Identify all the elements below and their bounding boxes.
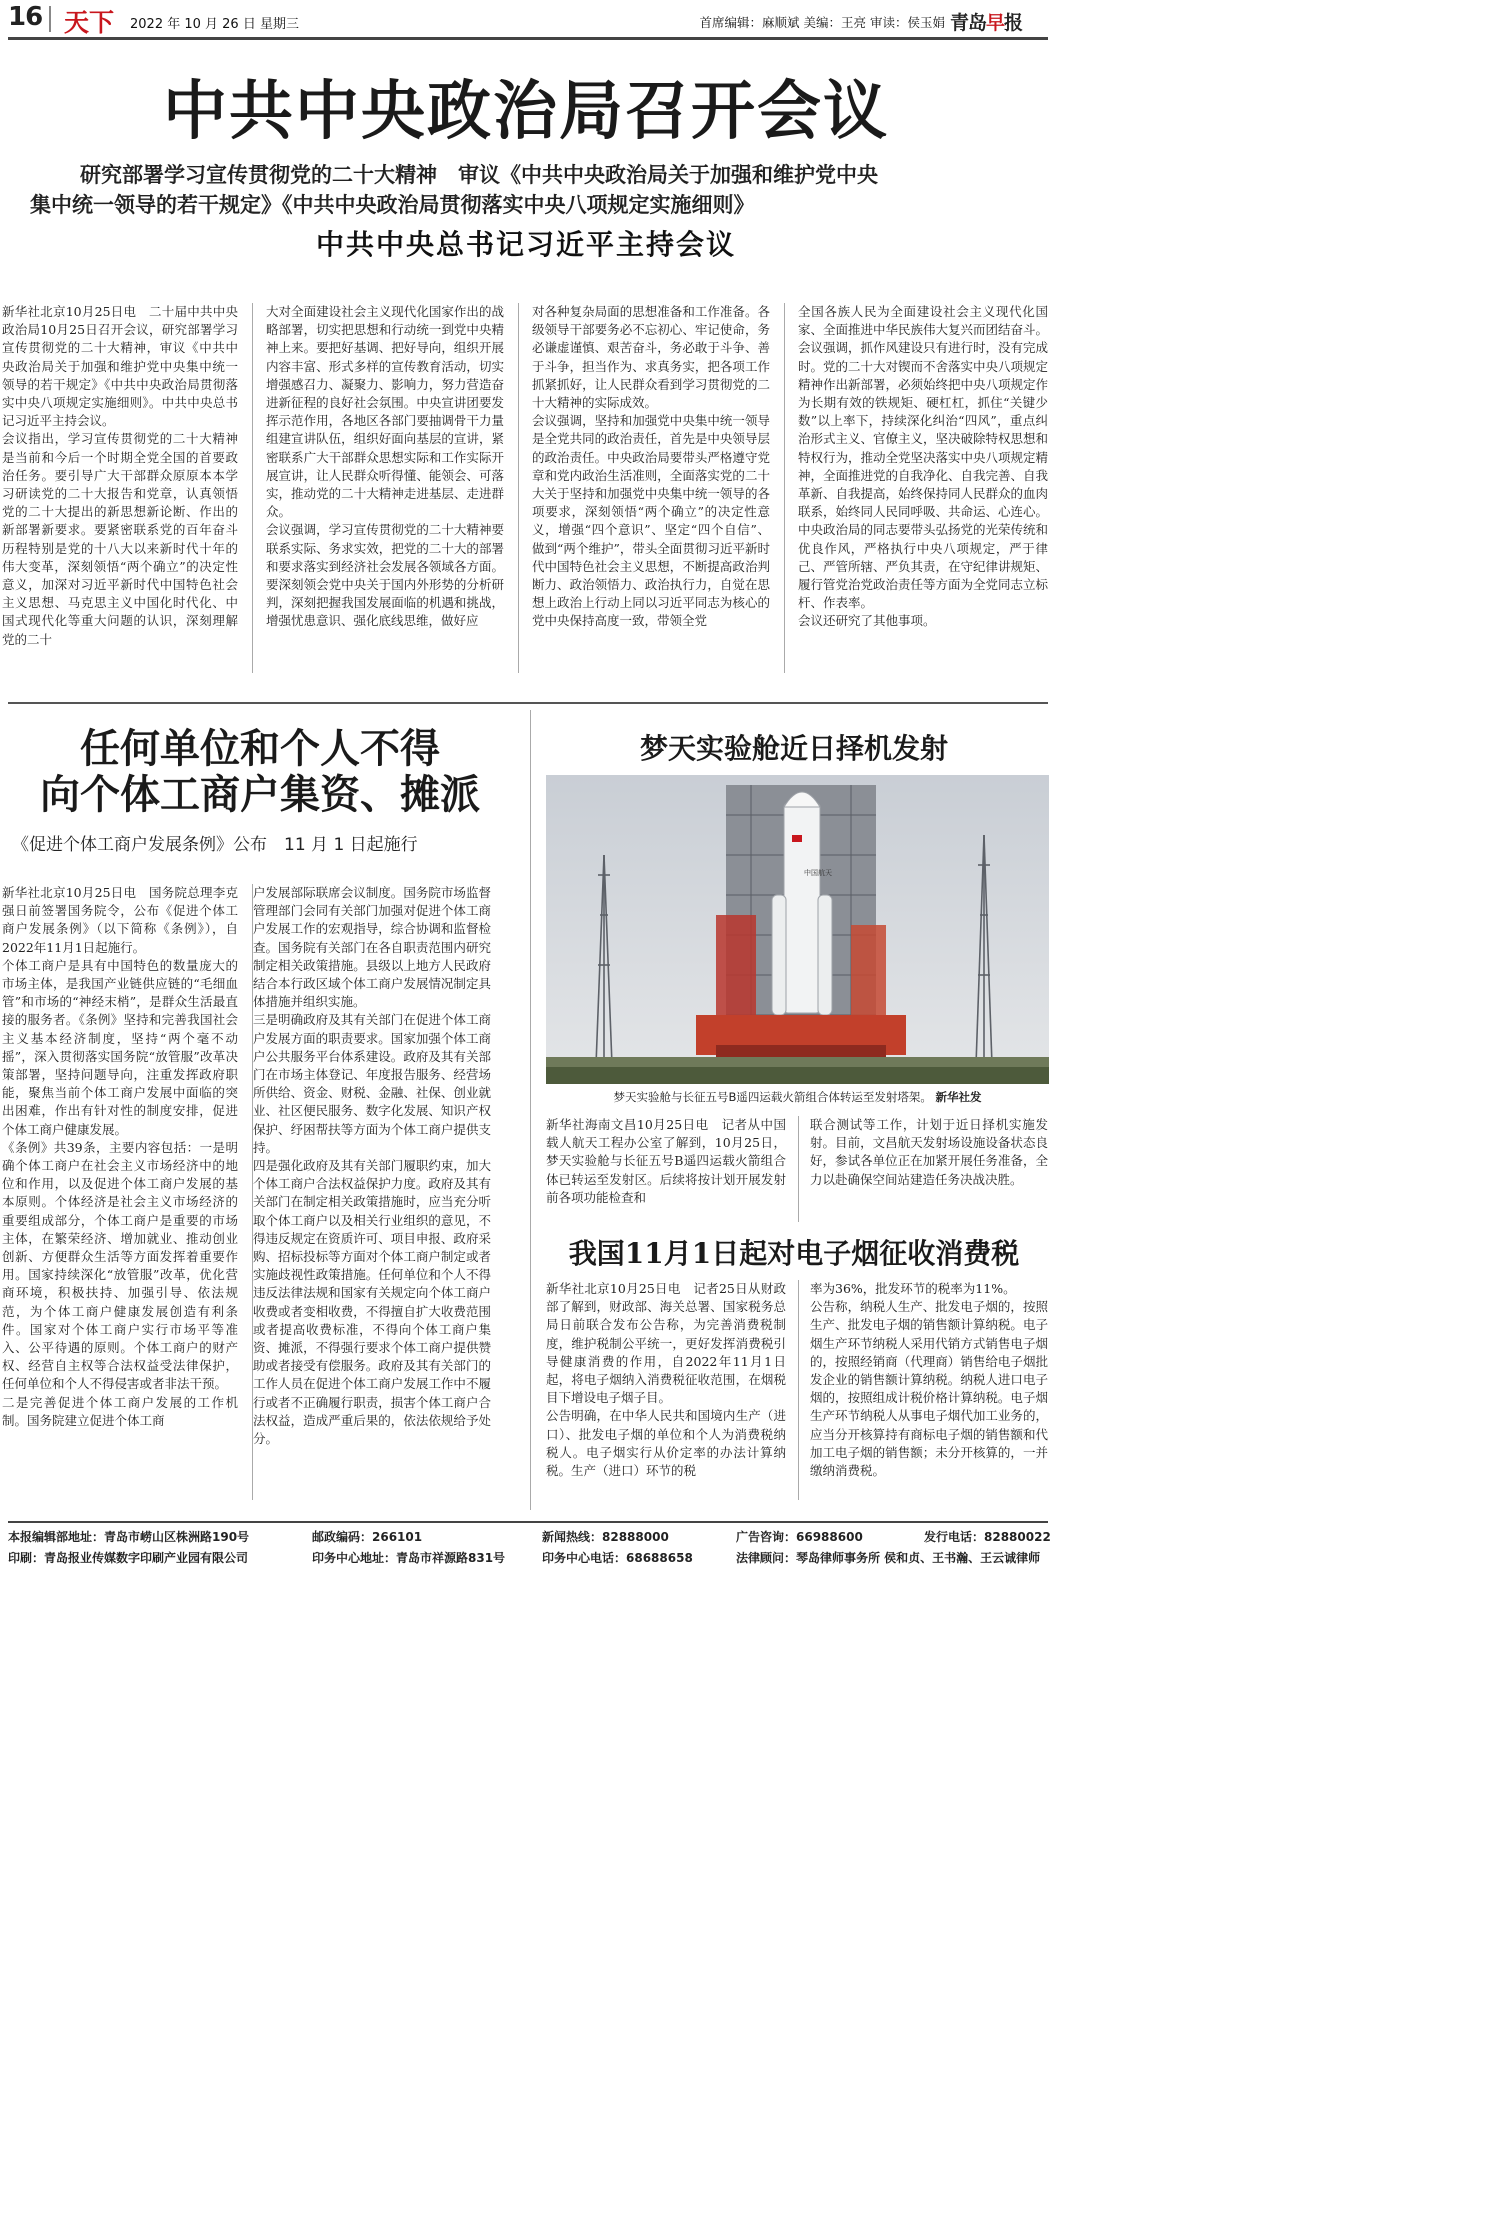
rocket-photo-illustration (546, 775, 1049, 1084)
business-headline-line2: 向个体工商户集资、摊派 (40, 771, 480, 818)
lead-headline: 中共中央政治局召开会议 (163, 75, 889, 149)
logo-text-accent: 早 (986, 12, 1005, 34)
business-column-2: 户发展部际联席会议制度。国务院市场监督管理部门会同有关部门加强对促进个体工商户发展工作的宏观指导，综合协调和监督检查。国务院有关部门在各自职责范围内研究制定相关政策措施。县级以上地方人民政府结合本行政区域个体工商户发展情况制定具体措施并组织实施。 三是明确政府及其有关部门在促进个体工商户发展方面的职责要求。国家加强个体工商户公共服务平台体系建设。政府及其有关部门在市场主体登记、年度报告服务、经营场所供给、资金、财税、金融、社保、创业就业、社区便民服务、数字化发展、知识产权保护、纾困帮扶等方面为个体工商户提供支持。 四是强化政府及其有关部门履职约束，加大个体工商户合法权益保护力度。政府及其有关部门在制定相关政策措施时，应当充分听取个体工商户以及相关行业组织的意见，不得违反规定在资质许可、项目申报、政府采购、招标投标等方面对个体工商户制定或者实施歧视性政策措施。任何单位和个人不得违反法律法规和国家有关规定向个体工商户收费或者变相收费，不得擅自扩大收费范围或者提高收费标准，不得向个体工商户集资、摊派，不得强行要求个体工商户提供赞助或者接受有偿服务。政府及其有关部门的工作人员在促进个体工商户发展工作中不履行或者不正确履行职责，损害个体工商户合法权益，造成严重后果的，依法依规给予处分。 (253, 885, 491, 1447)
lead-subhead-line1: 研究部署学习宣传贯彻党的二十大精神 审议《中共中央政治局关于加强和维护党中央 (80, 163, 878, 187)
lead-column-4: 全国各族人民为全面建设社会主义现代化国家、全面推进中华民族伟大复兴而团结奋斗。 会议强调，抓作风建设只有进行时，没有完成时。党的二十大对锲而不舍落实中央八项规定精神作出新部署，必须始终把中央八项规定作为长期有效的铁规矩、硬杠杠，抓住“关键少数”以上率下，持续深化纠治“四风”，重点纠治形式主义、官僚主义，坚决破除特权思想和特权行为，推动全党坚决落实中央八项规定精神，全面推进党的自我净化、自我完善、自我革新、自我提高，始终保持同人民群众的血肉联系，始终同人民同呼吸、共命运、心连心。中央政治局的同志要带头弘扬党的光荣传统和优良作风，严格执行中央八项规定，严于律己、严管所辖、严负其责，在守纪律讲规矩、履行管党治党政治责任等方面为全党同志立标杆、作表率。 会议还研究了其他事项。 (798, 304, 1048, 629)
column-divider (784, 303, 785, 673)
lead-column-2: 大对全面建设社会主义现代化国家作出的战略部署，切实把思想和行动统一到党中央精神上来。要把好基调、把好导向，组织开展内容丰富、形式多样的宣传教育活动，切实增强感召力、凝聚力、影响力，努力营造奋进新征程的良好社会氛围。中央宣讲团要发挥示范作用，各地区各部门要抽调骨干力量组建宣讲队伍，组织好面向基层的宣讲，紧密联系广大干部群众思想实际和工作实际开展宣讲，让人民群众听得懂、能领会、可落实，推动党的二十大精神走进基层、走进群众。 会议强调，学习宣传贯彻党的二十大精神要联系实际、务求实效，把党的二十大的部署和要求落实到经济社会发展各领域各方面。要深刻领会党中央关于国内外形势的分析研判，深刻把握我国发展面临的机遇和挑战，增强忧患意识、强化底线思维，做好应 (266, 304, 504, 629)
ecig-headline: 我国11月1日起对电子烟征收消费税 (568, 1237, 1020, 1270)
ecig-column-1: 新华社北京10月25日电 记者25日从财政部了解到，财政部、海关总署、国家税务总局日前联合发布公告称，为完善消费税制度，维护税制公平统一，更好发挥消费税引导健康消费的作用，自2022年11月1日起，将电子烟纳入消费税征收范围，在烟税目下增设电子烟子目。 公告明确，在中华人民共和国境内生产（进口）、批发电子烟的单位和个人为消费税纳税人。电子烟实行从价定率的办法计算纳税。生产（进口）环节的税 (546, 1281, 786, 1479)
story-divider (530, 710, 531, 1510)
caption-credit: 新华社发 (935, 1090, 982, 1104)
footer-ad-phone: 广告咨询：66988600 (736, 1530, 863, 1544)
photo-caption (546, 1089, 1049, 1105)
mengtian-column-2: 联合测试等工作，计划于近日择机实施发射。目前，文昌航天发射场设施设备状态良好，参试各单位正在加紧开展任务准备，全力以赴确保空间站建造任务决战决胜。 (810, 1117, 1048, 1187)
lead-subhead-line2: 集中统一领导的若干规定》《中共中央政治局贯彻落实中央八项规定实施细则》 (30, 193, 755, 217)
caption-text: 梦天实验舱与长征五号B遥四运载火箭组合体转运至发射塔架。 (613, 1090, 932, 1104)
business-column-1: 新华社北京10月25日电 国务院总理李克强日前签署国务院令，公布《促进个体工商户发展条例》（以下简称《条例》），自2022年11月1日起施行。 个体工商户是具有中国特色的数量庞大的市场主体，是我国产业链供应链的“毛细血管”和市场的“神经末梢”，是群众生活最直接的服务者。《条例》坚持和完善我国社会主义基本经济制度，坚持“两个毫不动摇”，深入贯彻落实国务院“放管服”改革决策部署，坚持问题导向，注重发挥政府职能，聚焦当前个体工商户发展中面临的突出困难，作出有针对性的制度安排，促进个体工商户健康发展。 《条例》共39条，主要内容包括：一是明确个体工商户在社会主义市场经济中的地位和作用，以及促进个体工商户发展的基本原则。个体经济是社会主义市场经济的重要组成部分，个体工商户是重要的市场主体，在繁荣经济、增加就业、推动创业创新、方便群众生活等方面发挥着重要作用。国家持续深化“放管服”改革，优化营商环境，积极扶持、加强引导、依法规范，为个体工商户健康发展创造有利条件。国家对个体工商户实行市场平等准入、公平待遇的原则。个体工商户的财产权、经营自主权等合法权益受法律保护，任何单位和个人不得侵害或者非法干预。 二是完善促进个体工商户发展的工作机制。国务院建立促进个体工商 (2, 885, 238, 1428)
header-divider (49, 6, 51, 32)
editor-credits: 首席编辑：麻顺斌 美编：王亮 审读：侯玉娟 (699, 15, 945, 30)
footer-address: 本报编辑部地址：青岛市崂山区株洲路190号 (8, 1530, 250, 1544)
rocket-lettering: 中国航天 (804, 869, 832, 877)
section-name: 天下 (64, 8, 115, 37)
business-subhead: 《促进个体工商户发展条例》公布 11 月 1 日起施行 (12, 835, 418, 855)
ecig-column-2: 率为36%，批发环节的税率为11%。 公告称，纳税人生产、批发电子烟的，按照生产、批发电子烟的销售额计算纳税。电子烟生产环节纳税人采用代销方式销售电子烟的，按照经销商（代理商）销售给电子烟批发企业的销售额计算纳税。纳税人进口电子烟的，按照组成计税价格计算纳税。电子烟生产环节纳税人从事电子烟代加工业务的，应当分开核算持有商标电子烟的销售额和代加工电子烟的销售额；未分开核算的，一并缴纳消费税。 (810, 1281, 1048, 1479)
column-divider (798, 1116, 799, 1222)
footer-rule (8, 1521, 1048, 1523)
lead-column-3: 对各种复杂局面的思想准备和工作准备。各级领导干部要务必不忘初心、牢记使命，务必谦虚谨慎、艰苦奋斗，务必敢于斗争、善于斗争，担当作为、求真务实，把各项工作抓紧抓好，让人民群众看到学习贯彻党的二十大精神的实际成效。 会议强调，坚持和加强党中央集中统一领导是全党共同的政治责任，首先是中央领导层的政治责任。中央政治局要带头严格遵守党章和党内政治生活准则，全面落实党的二十大关于坚持和加强党中央集中统一领导的各项要求，深刻领悟“两个确立”的决定性意义，增强“四个意识”、坚定“四个自信”、做到“两个维护”，带头全面贯彻习近平新时代中国特色社会主义思想，不断提高政治判断力、政治领悟力、政治执行力，自觉在思想上政治上行动上同以习近平同志为核心的党中央保持高度一致，带领全党 (532, 304, 770, 629)
column-divider (252, 303, 253, 673)
newspaper-logo (950, 4, 1048, 38)
column-divider (518, 303, 519, 673)
rocket-launch-photo (546, 775, 1049, 1084)
footer-legal-counsel: 法律顾问：琴岛律师事务所 侯和贞、王书瀚、王云诚律师 (736, 1551, 1041, 1565)
footer-news-hotline: 新闻热线：82888000 (542, 1530, 669, 1544)
issue-date: 2022 年 10 月 26 日 星期三 (130, 17, 299, 32)
header-rule (8, 37, 1048, 40)
footer-print-address: 印务中心地址：青岛市祥源路831号 (312, 1551, 506, 1565)
lead-subhead-line3: 中共中央总书记习近平主持会议 (315, 228, 736, 261)
mengtian-column-1: 新华社海南文昌10月25日电 记者从中国载人航天工程办公室了解到，10月25日，梦天实验舱与长征五号B遥四运载火箭组合体已转运至发射区。后续将按计划开展发射前各项功能检查和 (546, 1117, 786, 1205)
mengtian-headline: 梦天实验舱近日择机发射 (639, 732, 948, 765)
column-divider (798, 1280, 799, 1500)
footer-postcode: 邮政编码：266101 (312, 1530, 423, 1544)
section-rule (8, 702, 1048, 704)
footer-print-phone: 印务中心电话：68688658 (542, 1551, 693, 1565)
page-number: 16 (8, 2, 43, 32)
business-headline-line1: 任何单位和个人不得 (80, 725, 440, 772)
logo-text-main: 青岛 (950, 12, 987, 34)
footer-distribution-phone: 发行电话：82880022 (924, 1530, 1051, 1544)
logo-text-end: 报 (1004, 12, 1023, 34)
lead-column-1: 新华社北京10月25日电 二十届中共中央政治局10月25日召开会议，研究部署学习宣传贯彻党的二十大精神，审议《中共中央政治局关于加强和维护党中央集中统一领导的若干规定》《中共中央政治局贯彻落实中央八项规定实施细则》。中共中央总书记习近平主持会议。 会议指出，学习宣传贯彻党的二十大精神是当前和今后一个时期全党全国的首要政治任务。要引导广大干部群众原原本本学习研读党的二十大报告和党章，认真领悟党的二十大提出的新思想新论断、作出的新部署新要求。要紧密联系党的百年奋斗历程特别是党的十八大以来新时代十年的伟大变革，深刻领悟“两个确立”的决定性意义，加深对习近平新时代中国特色社会主义思想、马克思主义中国化时代化、中国式现代化等重大问题的认识，深刻理解党的二十 (2, 304, 238, 647)
footer-printer: 印刷：青岛报业传媒数字印刷产业园有限公司 (8, 1551, 249, 1565)
